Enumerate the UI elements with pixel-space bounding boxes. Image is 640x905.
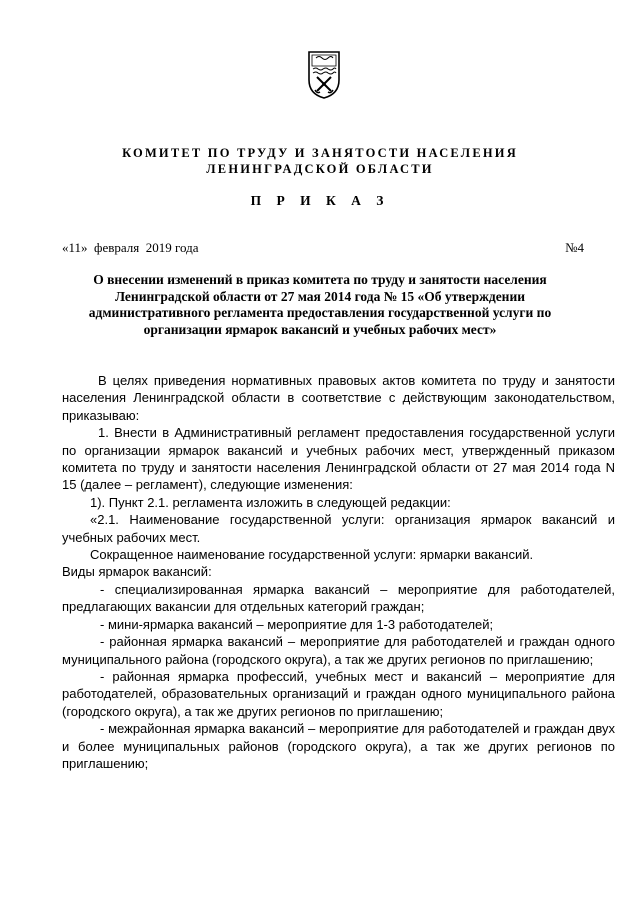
organization-name-line2: ЛЕНИНГРАДСКОЙ ОБЛАСТИ — [206, 162, 434, 176]
document-type-title: П Р И К А З — [250, 193, 390, 208]
document-body — [62, 372, 615, 772]
paragraph-subitem-1: 1). Пункт 2.1. регламента изложить в следующей редакции: — [90, 494, 451, 510]
list-item: - специализированная ярмарка вакансий – мероприятие для работодателей, предлагающих вакансии для отдельных категорий граждан; — [62, 581, 615, 615]
document-subject — [62, 272, 578, 338]
list-item: - районная ярмарка вакансий – мероприятие для работодателей и граждан одного муниципального района (городского округа), а так же других регионов по приглашению; — [62, 634, 615, 667]
organization-name-line1: КОМИТЕТ ПО ТРУДУ И ЗАНЯТОСТИ НАСЕЛЕНИЯ — [122, 146, 518, 160]
paragraph-preamble: В целях приведения нормативных правовых актов комитета по труду и занятости населения Ленинградской области в соответствие с действующим законодательством, приказываю: — [62, 373, 615, 423]
list-item: - мини-ярмарка вакансий – мероприятие для 1-3 работодателей; — [100, 616, 494, 632]
subject-line: организации ярмарок вакансий и учебных рабочих мест» — [143, 321, 497, 337]
subject-line: административного регламента предоставления государственной услуги по — [88, 305, 552, 320]
document-date: «11» февраля 2019 года — [62, 240, 199, 255]
subject-line: Ленинградской области от 27 мая 2014 года № 15 «Об утверждении — [114, 288, 526, 304]
document-number: №4 — [565, 240, 584, 255]
paragraph-quote-2-1: «2.1. Наименование государственной услуги: организация ярмарок вакансий и учебных рабочих мест. — [62, 512, 615, 545]
paragraph-fair-types: Виды ярмарок вакансий: — [62, 564, 212, 580]
paragraph-short-name: Сокращенное наименование государственной услуги: ярмарки вакансий. — [90, 547, 534, 563]
subject-line: О внесении изменений в приказ комитета по труду и занятости населения — [93, 272, 547, 287]
coat-of-arms-icon — [305, 50, 343, 100]
list-item: - межрайонная ярмарка вакансий – мероприятие для работодателей и граждан двух и более муниципальных районов (городского округа), а так же других регионов по приглашению; — [62, 721, 615, 771]
list-item: - районная ярмарка профессий, учебных мест и вакансий – мероприятие для работодателей, образовательных организаций и граждан одного муниципального района (городского округа), а так же других регионов по приглашению; — [62, 668, 615, 719]
paragraph-item-1: 1. Внести в Административный регламент предоставления государственной услуги по организации ярмарок вакансий и учебных рабочих мест, утвержденный приказом комитета по труду и занятости населения Ленинградской области от 27 мая 2014 года N 15 (далее – регламент), следующие изменения: — [62, 425, 615, 493]
